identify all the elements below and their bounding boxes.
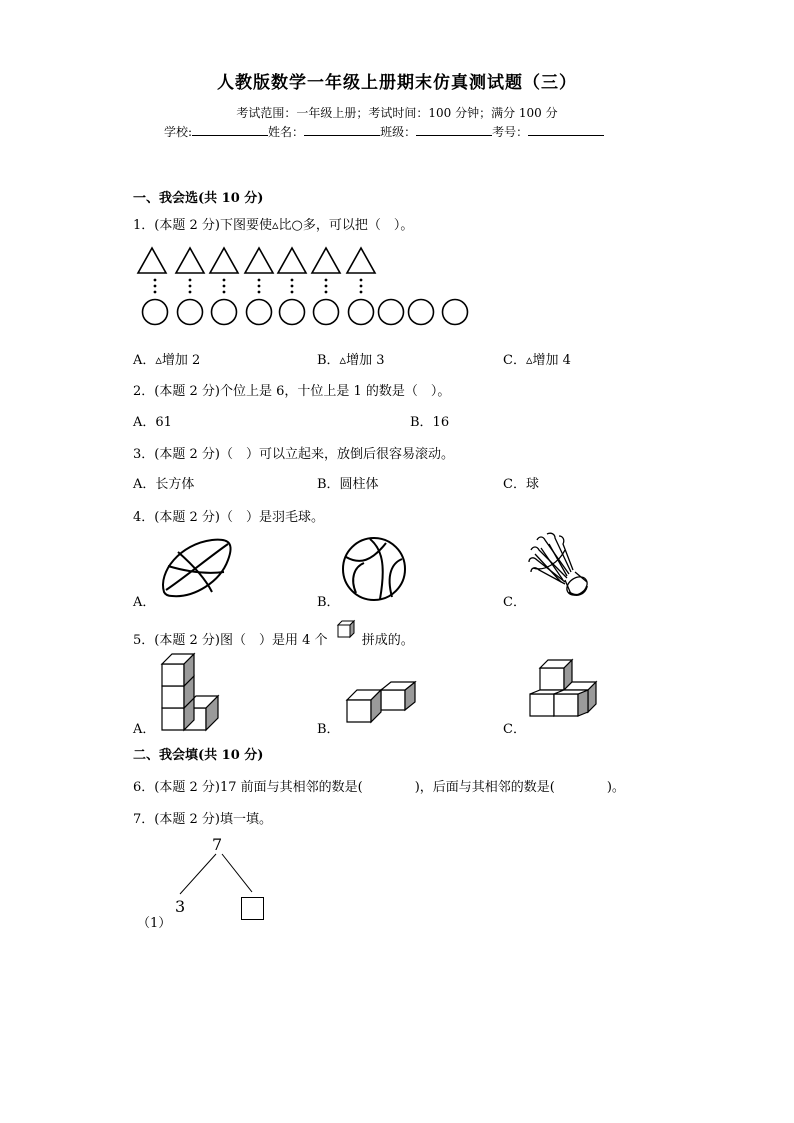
q1-option-c[interactable]: C．▵增加 4 xyxy=(503,353,571,368)
q1-option-a[interactable]: A．▵增加 2 xyxy=(133,353,201,368)
student-info-line xyxy=(164,123,604,140)
connector-dots xyxy=(154,279,363,294)
school-field[interactable] xyxy=(192,123,268,136)
rugby-ball-icon xyxy=(158,538,234,598)
school-label: 学校: xyxy=(164,125,193,139)
small-cube-icon xyxy=(337,620,357,638)
bond-left-number: 3 xyxy=(175,897,186,916)
number-label: 考号： xyxy=(492,125,529,139)
circle-row xyxy=(143,300,468,325)
section1-heading: 一、我会选(共 10 分) xyxy=(133,191,264,206)
basketball-icon xyxy=(340,535,408,603)
q3-option-b[interactable]: B．圆柱体 xyxy=(317,477,379,492)
name-label: 姓名： xyxy=(268,125,305,139)
q5-option-c[interactable]: C． xyxy=(503,722,526,737)
q2-option-a[interactable]: A．61 xyxy=(133,415,172,430)
name-field[interactable] xyxy=(304,123,380,136)
triangle-row xyxy=(138,248,375,273)
exam-info: 考试范围：一年级上册；考试时间：100 分钟；满分 100 分 xyxy=(236,106,558,120)
question-1: 1．(本题 2 分)下图要使▵比○多，可以把（ ）。 xyxy=(133,218,414,233)
exam-number-field[interactable] xyxy=(528,123,604,136)
cube-figure-a xyxy=(160,660,222,730)
class-field[interactable] xyxy=(416,123,492,136)
cube-figure-c xyxy=(528,658,604,718)
cube-figure-b xyxy=(345,688,417,724)
class-label: 班级： xyxy=(380,125,417,139)
part-label: （1） xyxy=(137,916,172,931)
question-4: 4．(本题 2 分)（ ）是羽毛球。 xyxy=(133,510,324,525)
q4-option-c[interactable]: C． xyxy=(503,595,526,610)
question-5 xyxy=(133,629,414,648)
question-2: 2．(本题 2 分)个位上是 6，十位上是 1 的数是（ ）。 xyxy=(133,384,451,399)
shuttlecock-icon xyxy=(525,532,591,602)
q5-option-b[interactable]: B． xyxy=(317,722,340,737)
q3-option-a[interactable]: A．长方体 xyxy=(133,477,195,492)
bond-top-number: 7 xyxy=(212,835,223,854)
section2-heading: 二、我会填(共 10 分) xyxy=(133,748,264,763)
triangles-circles-figure xyxy=(135,246,475,328)
question-3: 3．(本题 2 分)（ ）可以立起来，放倒后很容易滚动。 xyxy=(133,447,454,462)
q4-option-b[interactable]: B． xyxy=(317,595,340,610)
question-5-text-after: 拼成的。 xyxy=(361,633,414,648)
question-7: 7．(本题 2 分)填一填。 xyxy=(133,812,272,827)
q4-option-a[interactable]: A． xyxy=(133,595,156,610)
page-title: 人教版数学一年级上册期末仿真测试题（三） xyxy=(217,73,577,93)
q3-option-c[interactable]: C．球 xyxy=(503,477,539,492)
q5-option-a[interactable]: A． xyxy=(133,722,156,737)
q1-option-b[interactable]: B．▵增加 3 xyxy=(317,353,385,368)
question-5-text-before: 5．(本题 2 分)图（ ）是用 4 个 xyxy=(133,633,328,648)
bond-answer-box[interactable] xyxy=(241,897,264,920)
question-6: 6．(本题 2 分)17 前面与其相邻的数是( )，后面与其相邻的数是( )。 xyxy=(133,780,625,795)
q2-option-b[interactable]: B．16 xyxy=(410,415,450,430)
